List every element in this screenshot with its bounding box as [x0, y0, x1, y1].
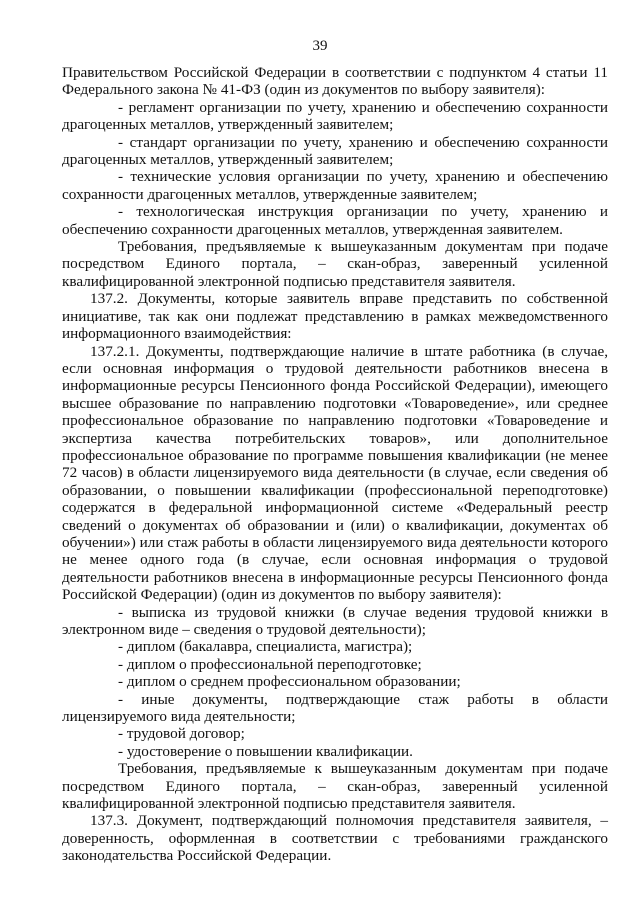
paragraph: - иные документы, подтверждающие стаж работы в области лицензируемого вида деятельности; [62, 690, 608, 726]
paragraph: - стандарт организации по учету, хранению и обеспечению сохранности драгоценных металлов, утвержденный заявителем; [62, 133, 608, 169]
paragraph: Требования, предъявляемые к вышеуказанным документам при подаче посредством Единого портала, – скан-образ, заверенный усиленной квалифицированной электронной подписью представителя заявителя. [62, 238, 608, 290]
document-body [62, 64, 608, 865]
page-number: 39 [312, 38, 328, 54]
paragraph: - технические условия организации по учету, хранению и обеспечению сохранности драгоценных металлов, утвержденные заявителем; [62, 168, 608, 203]
paragraph: 137.2.1. Документы, подтверждающие наличие в штате работника (в случае, если основная информация о трудовой деятельности работников внесена в информационные ресурсы Пенсионного фонда Российской Федерации), имеющего высшее образование по направлению подготовки «Товароведение», или среднее профессиональное образование по направлению подготовки «Товароведение и экспертиза качества потребительских товаров», или дополнительное профессиональное образование по программе повышения квалификации (не менее 72 часов) в области лицензируемого вида деятельности (в случае, если сведения об образовании, о повышении квалификации (профессиональной переподготовке) содержатся в федеральной информационной системе «Федеральный реестр сведений о документах об образовании и (или) о квалификации, документах об обучении») или стаж работы в области лицензируемого вида деятельности которого не менее одного года (в случае, если основная информация о трудовой деятельности работников внесена в информационные ресурсы Пенсионного фонда Российской Федерации) (один из документов по выбору заявителя): [62, 342, 608, 604]
paragraph: - технологическая инструкция организации по учету, хранению и обеспечению сохранности драгоценных металлов, утвержденная заявителем. [62, 203, 608, 238]
paragraph: Требования, предъявляемые к вышеуказанным документам при подаче посредством Единого портала, – скан-образ, заверенный усиленной квалифицированной электронной подписью представителя заявителя. [62, 760, 608, 813]
paragraph: - регламент организации по учету, хранению и обеспечению сохранности драгоценных металлов, утвержденный заявителем; [62, 98, 608, 134]
paragraph: Правительством Российской Федерации в соответствии с подпунктом 4 статьи 11 Федерального закона № 41-ФЗ (один из документов по выбору заявителя): [62, 64, 608, 99]
paragraph: - удостоверение о повышении квалификации. [118, 742, 413, 760]
paragraph: - трудовой договор; [118, 725, 245, 743]
paragraph: 137.2. Документы, которые заявитель вправе представить по собственной инициативе, так как они подлежат представлению в рамках межведомственного информационного взаимодействия: [62, 290, 608, 343]
paragraph: - выписка из трудовой книжки (в случае ведения трудовой книжки в электронном виде – сведения о трудовой деятельности); [62, 603, 608, 638]
paragraph: - диплом о профессиональной переподготовке; [118, 655, 422, 673]
paragraph: - диплом (бакалавра, специалиста, магистра); [118, 638, 413, 656]
paragraph: 137.3. Документ, подтверждающий полномочия представителя заявителя, – доверенность, оформленная в соответствии с требованиями гражданского законодательства Российской Федерации. [62, 812, 608, 865]
paragraph: - диплом о среднем профессиональном образовании; [118, 673, 461, 691]
